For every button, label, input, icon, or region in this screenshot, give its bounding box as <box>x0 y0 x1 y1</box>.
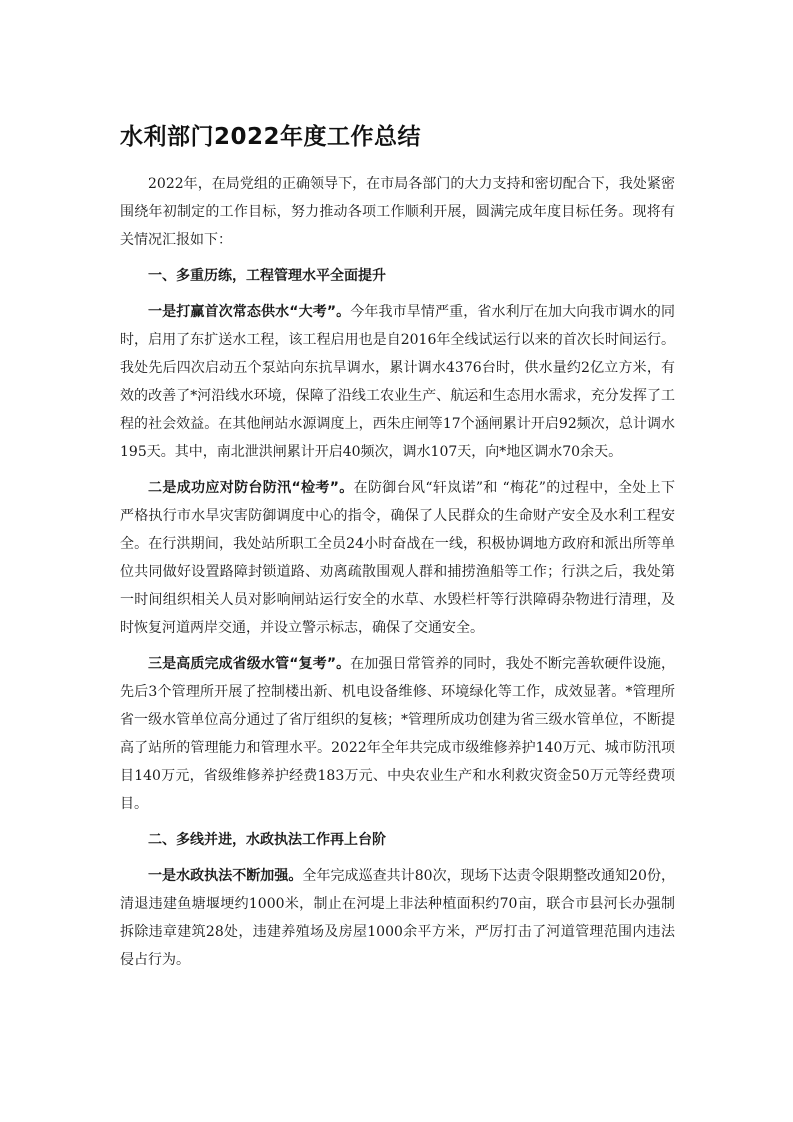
body-paragraph <box>120 650 675 818</box>
paragraph-lead: 一是水政执法不断加强。 <box>148 868 303 884</box>
paragraph-lead: 二是成功应对防台防汛“检考”。 <box>148 480 354 496</box>
paragraph-text: 在加强日常管养的同时，我处不断完善软硬件设施，先后3个管理所开展了控制楼出新、机电设备维修、环境绿化等工作，成效显著。*管理所省一级水管单位高分通过了省厅组织的复核；*管理所成功创建为省三级水管单位，不断提高了站所的管理能力和管理水平。2022年全年共完成市级维修养护140万元、城市防汛项目140万元，省级维修养护经费183万元、中央农业生产和水利救灾资金50万元等经费项目。 <box>120 656 675 812</box>
body-paragraph <box>120 474 675 642</box>
body-paragraph <box>120 862 675 974</box>
document-body <box>120 170 675 982</box>
paragraph-text: 在防御台风“轩岚诺”和 “梅花”的过程中，全处上下严格执行市水旱灾害防御调度中心的指令，确保了人民群众的生命财产安全及水利工程安全。在行洪期间，我处站所职工全员24小时奋战在一线，积极协调地方政府和派出所等单位共同做好设置路障封锁道路、劝离疏散围观人群和捕捞渔船等工作；行洪之后，我处第一时间组织相关人员对影响闸站运行安全的水草、水毁栏杆等行洪障碍杂物进行清理，及时恢复河道两岸交通，并设立警示标志，确保了交通安全。 <box>120 480 676 636</box>
section-heading: 一、多重历练，工程管理水平全面提升 <box>148 268 386 284</box>
document-title: 水利部门2022年度工作总结 <box>120 124 422 150</box>
paragraph-text: 全年完成巡查共计80次，现场下达责令限期整改通知20份，清退违建鱼塘堰埂约1000米，制止在河堤上非法种植面积约70亩，联合市县河长办强制拆除违章建筑28处，违建养殖场及房屋1000余平方米，严厉打击了河道管理范围内违法侵占行为。 <box>120 868 675 968</box>
body-paragraph <box>120 298 675 466</box>
paragraph-text: 今年我市旱情严重，省水利厅在加大向我市调水的同时，启用了东扩送水工程，该工程启用也是自2016年全线试运行以来的首次长时间运行。我处先后四次启动五个泵站向东抗旱调水，累计调水4376台时，供水量约2亿立方米，有效的改善了*河沿线水环境，保障了沿线工农业生产、航运和生态用水需求，充分发挥了工程的社会效益。在其他闸站水源调度上，西朱庄闸等17个涵闸累计开启92频次，总计调水195天。其中，南北泄洪闸累计开启40频次，调水107天，向*地区调水70余天。 <box>120 304 675 460</box>
intro-paragraph: 2022年，在局党组的正确领导下，在市局各部门的大力支持和密切配合下，我处紧密围绕年初制定的工作目标，努力推动各项工作顺利开展，圆满完成年度目标任务。现将有关情况汇报如下： <box>120 176 675 248</box>
section-heading: 二、多线并进，水政执法工作再上台阶 <box>148 832 386 848</box>
paragraph-lead: 一是打赢首次常态供水“大考”。 <box>148 304 351 320</box>
paragraph-lead: 三是高质完成省级水管“复考”。 <box>148 656 351 672</box>
